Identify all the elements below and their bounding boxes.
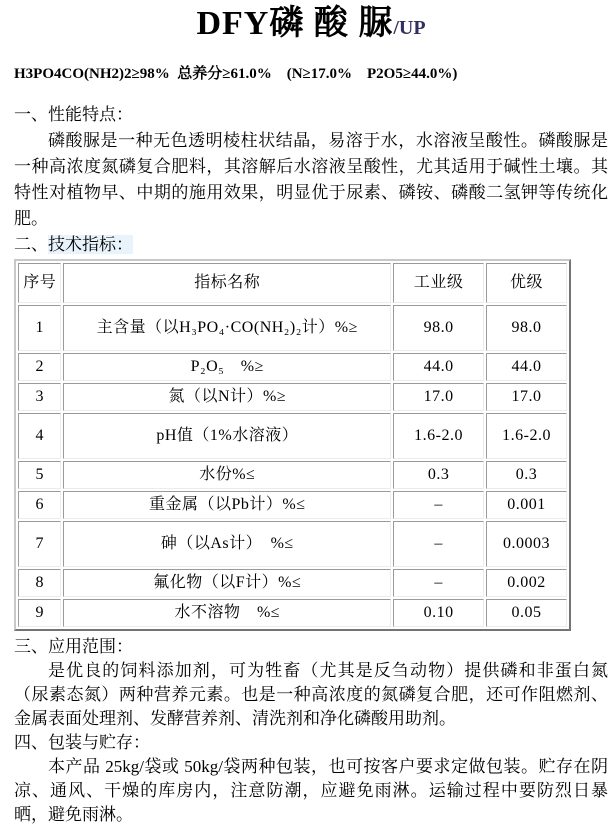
packaging-paragraph: 本产品 25kg/袋或 50kg/袋两种包装，也可按客户要求定做包装。贮存在阴凉、通风、干燥的库房内，注意防潮，应避免雨淋。运输过程中要防烈日暴晒，避免雨淋。	[14, 757, 608, 824]
table-row	[18, 461, 567, 489]
cell-name: 重金属（以Pb计）%≤	[63, 491, 391, 519]
page-title	[14, 2, 608, 50]
page-title-suffix: /UP	[393, 17, 426, 39]
section-heading-performance: 一、性能特点：	[14, 105, 133, 124]
cell-premium: 0.002	[486, 569, 567, 597]
table-row	[18, 599, 567, 627]
cell-index: 9	[18, 599, 61, 627]
cell-premium: 0.05	[486, 599, 567, 627]
cell-index: 1	[18, 305, 61, 351]
cell-industrial: 0.3	[393, 461, 484, 489]
cell-industrial: –	[393, 491, 484, 519]
col-header-index: 序号	[18, 263, 61, 303]
formula-line: H3PO4CO(NH2)2≥98% 总养分≥61.0% (N≥17.0% P2O5≥44.0%)	[14, 66, 458, 82]
cell-index: 8	[18, 569, 61, 597]
cell-industrial: 0.10	[393, 599, 484, 627]
cell-name: 氮（以N计）%≥	[63, 383, 391, 411]
cell-industrial: –	[393, 569, 484, 597]
cell-premium: 1.6-2.0	[486, 413, 567, 459]
section-heading-application: 三、应用范围：	[14, 637, 133, 656]
cell-index: 4	[18, 413, 61, 459]
cell-industrial: 98.0	[393, 305, 484, 351]
table-row	[18, 521, 567, 567]
cell-name: 水不溶物 %≤	[63, 599, 391, 627]
cell-index: 5	[18, 461, 61, 489]
table-row	[18, 491, 567, 519]
cell-industrial: 44.0	[393, 353, 484, 381]
cell-index: 6	[18, 491, 61, 519]
section-heading-specs-prefix: 二、	[14, 235, 48, 254]
table-header-row	[18, 263, 567, 303]
cell-premium: 44.0	[486, 353, 567, 381]
cell-name: 主含量（以H₃PO₄·CO(NH₂)₂计）%≥	[63, 305, 391, 351]
cell-industrial: 17.0	[393, 383, 484, 411]
table-row	[18, 413, 567, 459]
cell-premium: 17.0	[486, 383, 567, 411]
table-row	[18, 383, 567, 411]
page-title-main: DFY磷 酸 脲	[196, 5, 394, 42]
cell-index: 3	[18, 383, 61, 411]
performance-paragraph: 磷酸脲是一种无色透明棱柱状结晶，易溶于水，水溶液呈酸性。磷酸脲是一种高浓度氮磷复合肥料，其溶解后水溶液呈酸性，尤其适用于碱性土壤。其特性对植物早、中期的施用效果，明显优于尿素、磷铵、磷酸二氢钾等传统化肥。	[14, 131, 608, 228]
col-header-industrial: 工业级	[393, 263, 484, 303]
table-row	[18, 305, 567, 351]
section-heading-specs-text: 技术指标：	[48, 235, 133, 254]
col-header-premium: 优级	[486, 263, 567, 303]
cell-index: 7	[18, 521, 61, 567]
application-paragraph: 是优良的饲料添加剂，可为牲畜（尤其是反刍动物）提供磷和非蛋白氮（尿素态氮）两种营养元素。也是一种高浓度的氮磷复合肥，还可作阻燃剂、金属表面处理剂、发酵营养剂、清洗剂和净化磷酸用助剂。	[14, 661, 608, 728]
cell-name: 氟化物（以F计）%≤	[63, 569, 391, 597]
table-row	[18, 353, 567, 381]
cell-name: pH值（1%水溶液）	[63, 413, 391, 459]
cell-name: 水份%≤	[63, 461, 391, 489]
cell-index: 2	[18, 353, 61, 381]
spec-table	[14, 259, 571, 631]
table-row	[18, 569, 567, 597]
section-heading-packaging: 四、包装与贮存：	[14, 733, 150, 752]
cell-name: 砷（以As计） %≤	[63, 521, 391, 567]
cell-premium: 98.0	[486, 305, 567, 351]
col-header-name: 指标名称	[63, 263, 391, 303]
cell-industrial: –	[393, 521, 484, 567]
cell-name: P₂O₅ %≥	[63, 353, 391, 381]
cell-premium: 0.001	[486, 491, 567, 519]
cell-industrial: 1.6-2.0	[393, 413, 484, 459]
cell-premium: 0.0003	[486, 521, 567, 567]
section-heading-specs	[14, 232, 608, 258]
cell-premium: 0.3	[486, 461, 567, 489]
